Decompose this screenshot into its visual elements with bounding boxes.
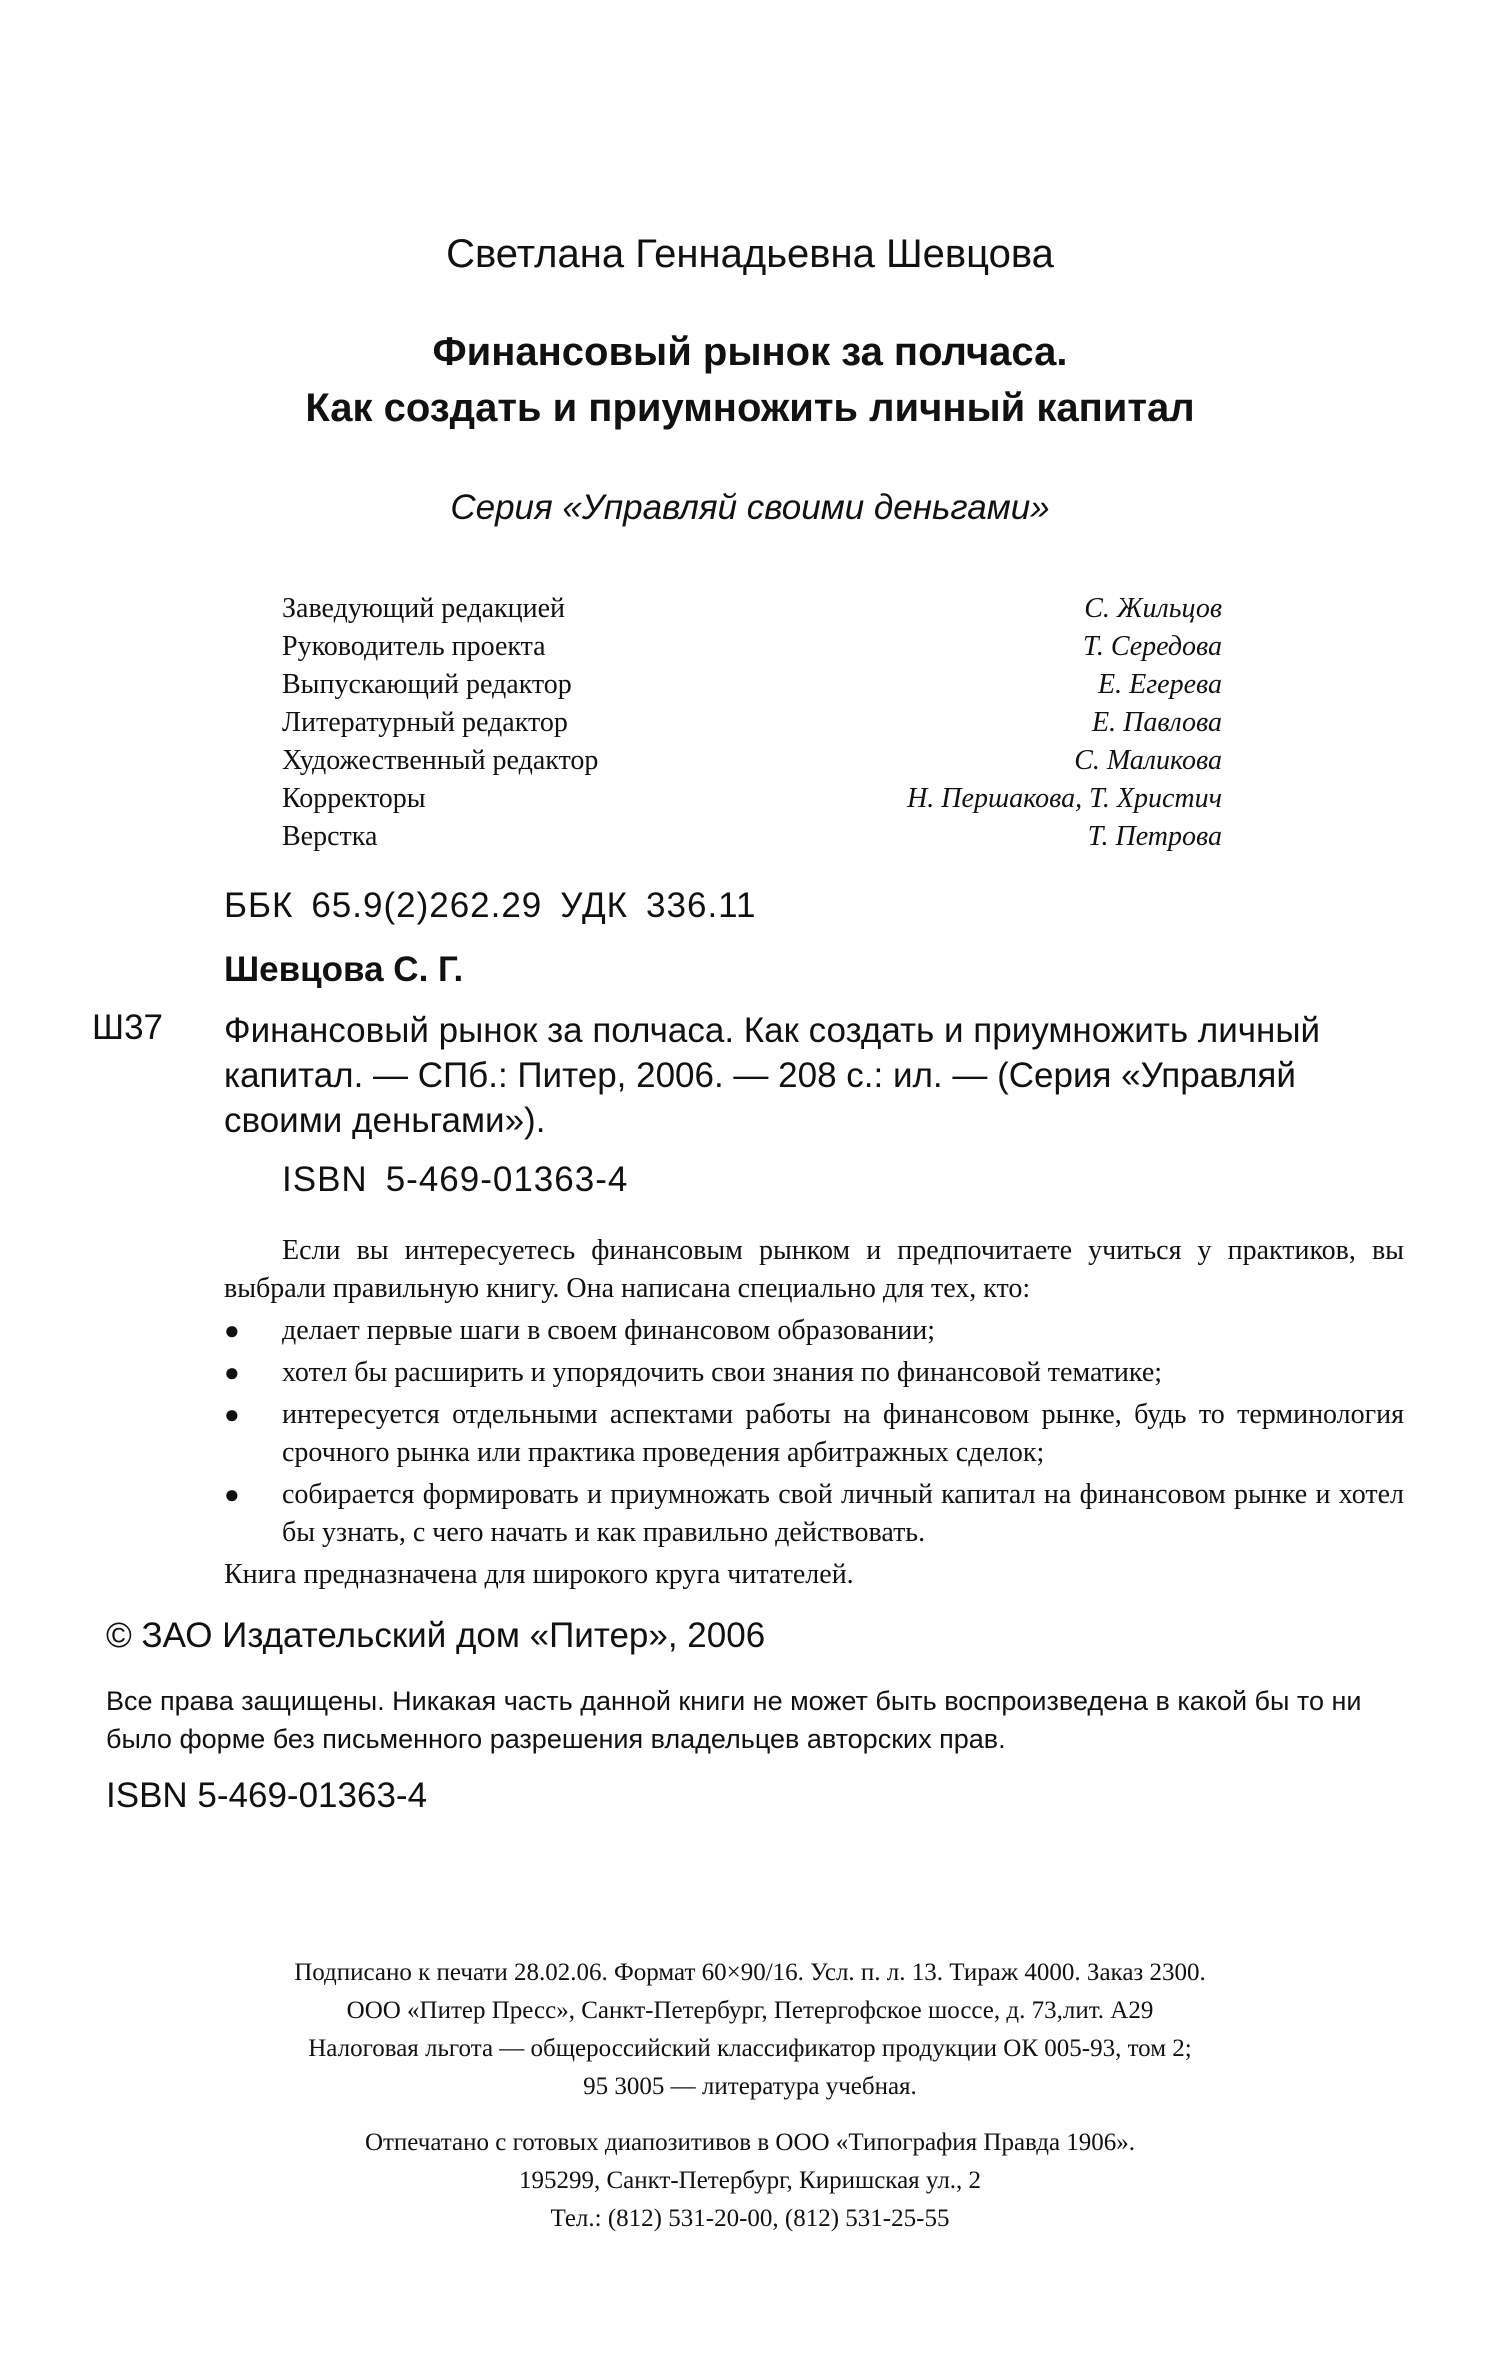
credit-row <box>282 818 1222 856</box>
imprint-line: Подписано к печати 28.02.06. Формат 60×90/16. Усл. п. л. 13. Тираж 4000. Заказ 2300. <box>294 1959 1206 1986</box>
annotation-intro: Если вы интересуетесь финансовым рынком и предпочитаете учиться у практиков, вы выбрали правильную книгу. Она написана специально для тех, кто: <box>224 1235 1404 1304</box>
credit-role: Заведующий редакцией <box>282 593 565 624</box>
book-series: Серия «Управляй своими деньгами» <box>450 488 1050 527</box>
isbn-value: 5-469-01363-4 <box>385 1160 629 1199</box>
list-item <box>224 1312 1404 1350</box>
bullet-text: собирается формировать и приумножать свой личный капитал на финансовом рынке и хотел бы узнать, с чего начать и как правильно действовать. <box>282 1479 1404 1548</box>
list-item <box>224 1476 1404 1552</box>
copyright-notice: © ЗАО Издательский дом «Питер», 2006 <box>106 1616 766 1655</box>
author-code: Ш37 <box>92 1008 164 1047</box>
author-short-name: Шевцова С. Г. <box>224 950 464 989</box>
print-imprint <box>0 1954 1500 2106</box>
list-item <box>224 1396 1404 1472</box>
credit-row <box>282 628 1222 666</box>
credit-row <box>282 780 1222 818</box>
annotation-bullet-list <box>224 1312 1404 1552</box>
book-title-line2: Как создать и приумножить личный капитал <box>305 386 1195 430</box>
editorial-credits <box>282 590 1222 856</box>
udk-label: УДК <box>560 886 629 925</box>
imprint-line: Тел.: (812) 531-20-00, (812) 531-25-55 <box>550 2205 950 2232</box>
printing-house-info <box>0 2124 1500 2238</box>
book-author: Светлана Геннадьевна Шевцова <box>446 232 1054 276</box>
credit-role: Руководитель проекта <box>282 631 546 662</box>
credit-name: Т. Петрова <box>1087 821 1222 852</box>
credit-name: Н. Першакова, Т. Христич <box>907 783 1222 814</box>
credit-name: Е. Егерева <box>1098 669 1222 700</box>
udk-value: 336.11 <box>646 886 757 925</box>
rights-notice: Все права защищены. Никакая часть данной книги не может быть воспроизведена в какой бы то ни было форме без письменного разрешения владельцев авторских прав. <box>106 1686 1362 1754</box>
bullet-icon: ● <box>224 1400 240 1429</box>
credit-role: Выпускающий редактор <box>282 669 572 700</box>
imprint-line: Налоговая льгота — общероссийский классификатор продукции ОК 005-93, том 2; <box>308 2035 1192 2062</box>
imprint-line: ООО «Питер Пресс», Санкт-Петербург, Петергофское шоссе, д. 73,лит. А29 <box>346 1997 1154 2024</box>
isbn-footer: ISBN 5-469-01363-4 <box>106 1776 428 1815</box>
credit-name: Т. Середова <box>1083 631 1222 662</box>
credit-name: С. Маликова <box>1074 745 1222 776</box>
bullet-text: делает первые шаги в своем финансовом образовании; <box>282 1315 935 1346</box>
bullet-text: хотел бы расширить и упорядочить свои знания по финансовой тематике; <box>282 1357 1163 1388</box>
classification-codes <box>224 886 757 926</box>
list-item <box>224 1354 1404 1392</box>
isbn-line <box>282 1160 628 1200</box>
annotation-outro: Книга предназначена для широкого круга читателей. <box>224 1559 854 1590</box>
annotation <box>224 1232 1404 1594</box>
credit-name: Е. Павлова <box>1092 707 1222 738</box>
isbn-label: ISBN <box>282 1160 368 1199</box>
credit-row <box>282 742 1222 780</box>
credit-role: Корректоры <box>282 783 426 814</box>
credit-role: Литературный редактор <box>282 707 568 738</box>
bullet-icon: ● <box>224 1316 240 1345</box>
bullet-icon: ● <box>224 1358 240 1387</box>
bbk-value: 65.9(2)262.29 <box>311 886 543 925</box>
imprint-line: Отпечатано с готовых диапозитивов в ООО «Типография Правда 1906». <box>364 2129 1136 2156</box>
book-title-line1: Финансовый рынок за полчаса. <box>432 330 1068 374</box>
credit-row <box>282 666 1222 704</box>
bibliographic-description: Финансовый рынок за полчаса. Как создать и приумножить личный капитал. — СПб.: Питер, 2006. — 208 с.: ил. — (Серия «Управляй своими деньгами»). <box>224 1011 1321 1140</box>
bbk-label: ББК <box>224 886 294 925</box>
imprint-line: 95 3005 — литература учебная. <box>583 2073 917 2100</box>
imprint-line: 195299, Санкт-Петербург, Киришская ул., 2 <box>518 2167 982 2194</box>
bullet-text: интересуется отдельными аспектами работы на финансовом рынке, будь то терминология срочного рынка или практика проведения арбитражных сделок; <box>282 1399 1404 1468</box>
bullet-icon: ● <box>224 1480 240 1509</box>
credit-row <box>282 704 1222 742</box>
credit-name: С. Жильцов <box>1084 593 1222 624</box>
credit-row <box>282 590 1222 628</box>
credit-role: Художественный редактор <box>282 745 599 776</box>
credit-role: Верстка <box>282 821 378 852</box>
